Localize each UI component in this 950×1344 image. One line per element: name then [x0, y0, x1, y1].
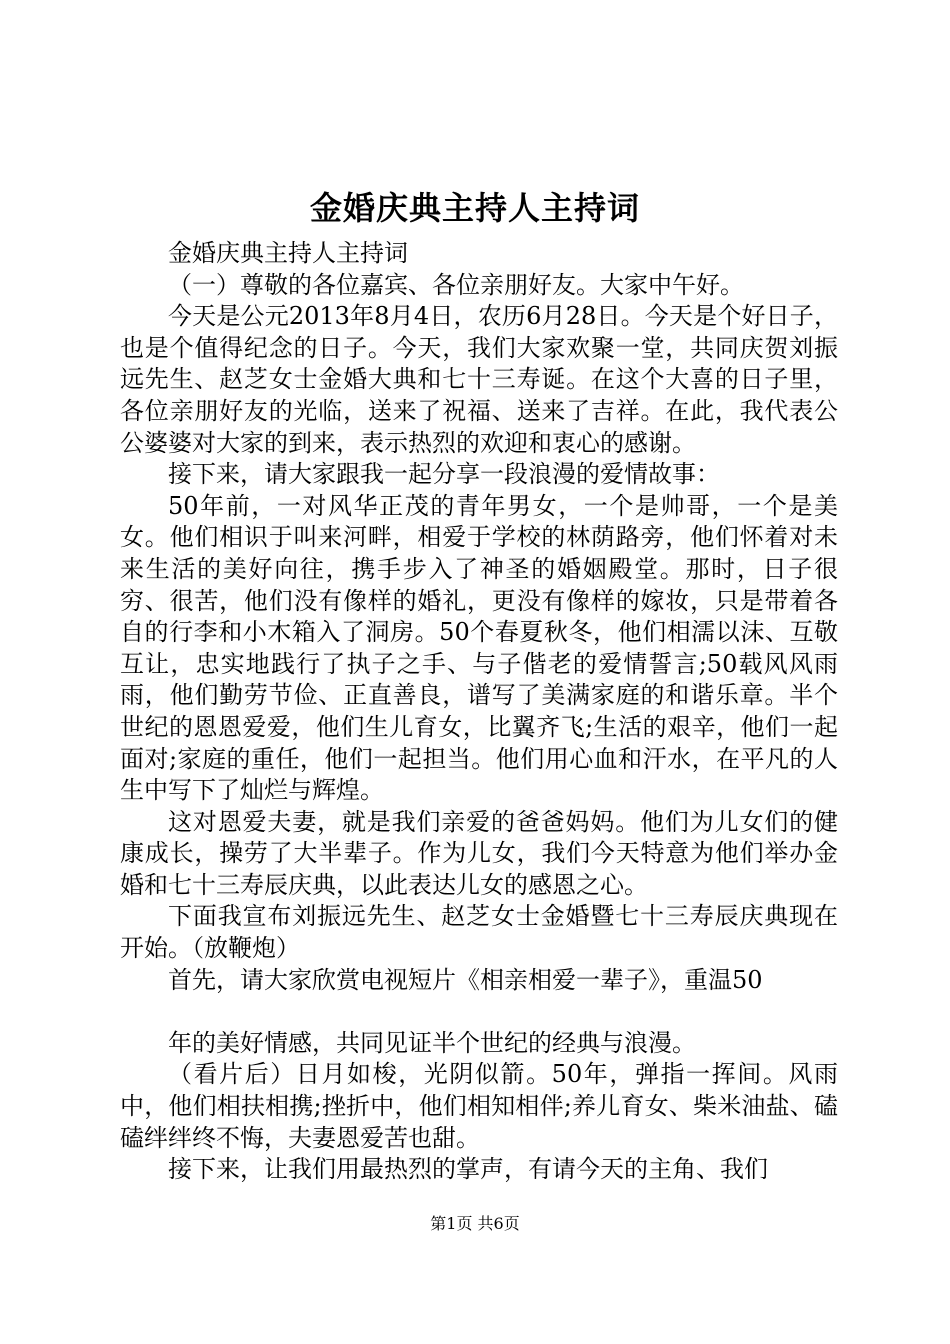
paragraph-parents: 这对恩爱夫妻，就是我们亲爱的爸爸妈妈。他们为儿女们的健康成长，操劳了大半辈子。作为儿女，我们今天特意为他们举办金婚和七十三寿辰庆典，以此表达儿女的感恩之心。	[120, 807, 838, 899]
paragraph-date: 今天是公元2013年8月4日，农历6月28日。今天是个好日子，也是个值得纪念的日子。今天，我们大家欢聚一堂，共同庆贺刘振远先生、赵芝女士金婚大典和七十三寿诞。在这个大喜的日子里，各位亲朋好友的光临，送来了祝福、送来了吉祥。在此，我代表公公婆婆对大家的到来，表示热烈的欢迎和衷心的感谢。	[120, 302, 838, 457]
paragraph-video-continued: 年的美好情感，共同见证半个世纪的经典与浪漫。	[168, 1028, 696, 1057]
paragraph-story-intro: 接下来，请大家跟我一起分享一段浪漫的爱情故事：	[168, 460, 720, 489]
document-title: 金婚庆典主持人主持词	[309, 189, 640, 227]
paragraph-next: 接下来，让我们用最热烈的掌声，有请今天的主角、我们	[168, 1155, 768, 1184]
paragraph-video: 首先，请大家欣赏电视短片《相亲相爱一辈子》，重温50	[168, 965, 763, 994]
page-footer: 第1页 共6页	[430, 1214, 520, 1233]
document-body	[120, 238, 838, 1186]
paragraph-announcement: 下面我宣布刘振远先生、赵芝女士金婚暨七十三寿辰庆典现在开始。（放鞭炮）	[120, 902, 838, 963]
paragraph-greeting: （一）尊敬的各位嘉宾、各位亲朋好友。大家中午好。	[168, 270, 744, 299]
paragraph-subtitle: 金婚庆典主持人主持词	[168, 239, 408, 267]
paragraph-after-video: （看片后）日月如梭，光阴似箭。50年，弹指一挥间。风雨中，他们相扶相携;挫折中，他们相知相伴;养儿育女、柴米油盐、磕磕绊绊终不悔，夫妻恩爱苦也甜。	[120, 1060, 838, 1152]
paragraph-story: 50年前，一对风华正茂的青年男女，一个是帅哥，一个是美女。他们相识于叫来河畔，相爱于学校的林荫路旁，他们怀着对未来生活的美好向往，携手步入了神圣的婚姻殿堂。那时，日子很穷、很苦，他们没有像样的婚礼，更没有像样的嫁妆，只是带着各自的行李和小木箱入了洞房。50个春夏秋冬，他们相濡以沫、互敬互让，忠实地践行了执子之手、与子偕老的爱情誓言;50载风风雨雨，他们勤劳节俭、正直善良，谱写了美满家庭的和谐乐章。半个世纪的恩恩爱爱，他们生儿育女，比翼齐飞;生活的艰辛，他们一起面对;家庭的重任，他们一起担当。他们用心血和汗水，在平凡的人生中写下了灿烂与辉煌。	[120, 491, 838, 805]
